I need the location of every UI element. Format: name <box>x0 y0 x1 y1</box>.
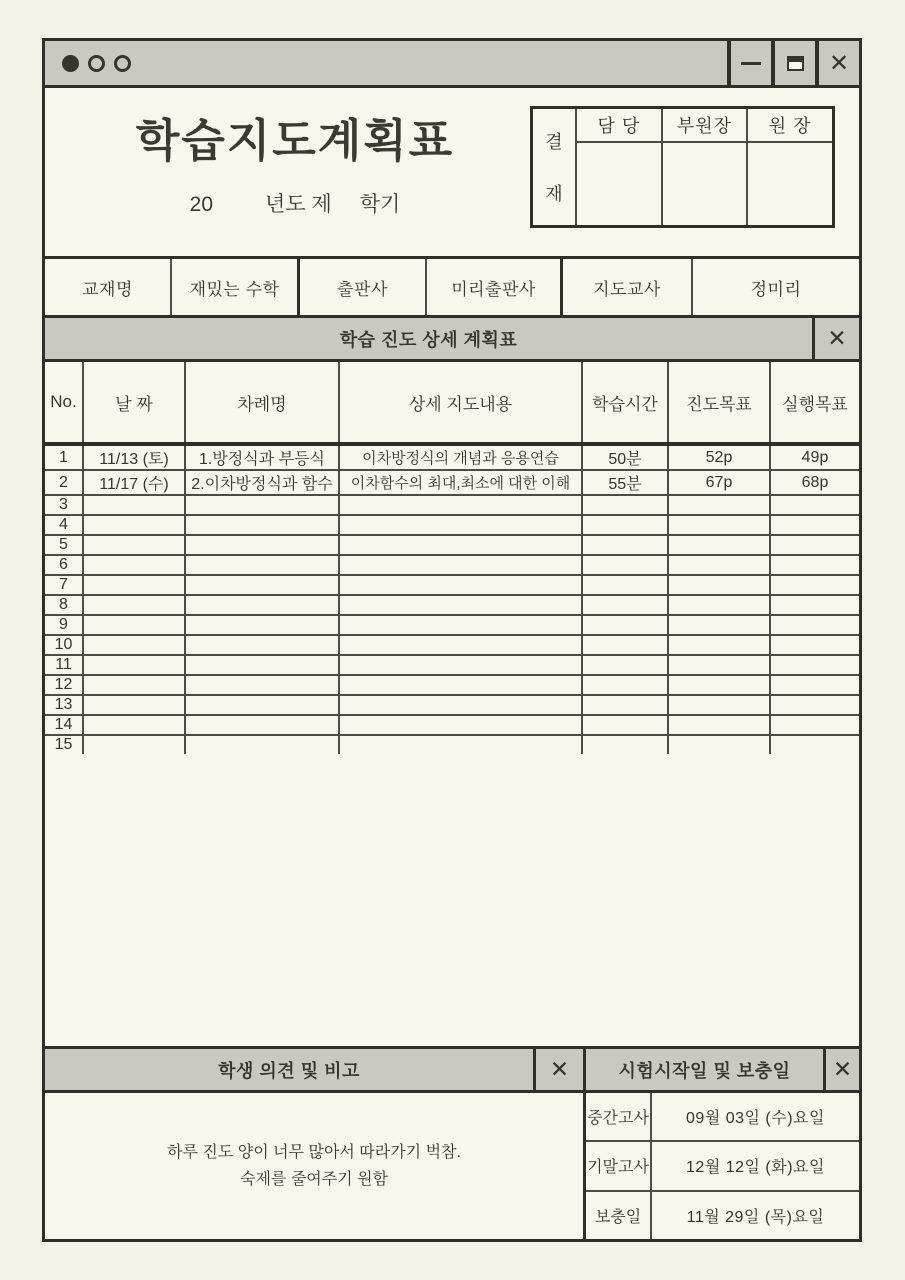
cell-detail <box>340 576 583 594</box>
cell-detail <box>340 716 583 734</box>
cell-actual <box>771 596 859 614</box>
cell-time <box>583 636 669 654</box>
approval-sign-cell[interactable] <box>575 143 661 225</box>
cell-chapter <box>186 576 340 594</box>
cell-no: 13 <box>45 696 84 714</box>
cell-date <box>84 676 186 694</box>
subtitle-year-prefix: 20 <box>189 193 214 216</box>
cell-goal <box>669 656 771 674</box>
cell-no: 12 <box>45 676 84 694</box>
cell-chapter <box>186 716 340 734</box>
feedback-section-title: 학생 의견 및 비고 <box>218 1060 360 1081</box>
table-row <box>45 536 859 556</box>
table-row <box>45 556 859 576</box>
cell-goal <box>669 736 771 754</box>
cell-date <box>84 616 186 634</box>
cell-chapter <box>186 556 340 574</box>
book-value: 재밌는 수학 <box>172 259 300 315</box>
cell-chapter <box>186 696 340 714</box>
minimize-button[interactable] <box>727 41 771 85</box>
cell-goal <box>669 696 771 714</box>
cell-time <box>583 536 669 554</box>
cell-chapter <box>186 616 340 634</box>
table-row <box>45 576 859 596</box>
cell-no: 3 <box>45 496 84 514</box>
cell-chapter <box>186 636 340 654</box>
exam-table <box>586 1093 859 1239</box>
plan-table-header <box>45 362 859 446</box>
cell-goal <box>669 716 771 734</box>
maximize-icon <box>787 56 804 71</box>
feedback-line: 숙제를 줄여주기 원함 <box>240 1171 388 1188</box>
cell-chapter: 1.방정식과 부등식 <box>186 446 340 469</box>
approval-box <box>530 106 835 228</box>
table-row <box>45 446 859 471</box>
close-icon: ✕ <box>832 1056 853 1082</box>
cell-time <box>583 516 669 534</box>
cell-actual <box>771 676 859 694</box>
close-button[interactable] <box>815 41 859 85</box>
cell-chapter <box>186 596 340 614</box>
cell-detail <box>340 516 583 534</box>
cell-time: 50분 <box>583 446 669 469</box>
table-row <box>45 616 859 636</box>
close-icon: ✕ <box>828 49 850 77</box>
cell-goal: 67p <box>669 471 771 494</box>
approval-char-1: 결 <box>545 132 563 152</box>
exam-section-title: 시험시작일 및 보충일 <box>618 1060 791 1081</box>
table-row <box>45 676 859 696</box>
cell-no: 15 <box>45 736 84 754</box>
exam-row-makeup <box>586 1192 859 1239</box>
table-row <box>45 471 859 496</box>
cell-detail <box>340 676 583 694</box>
cell-time <box>583 556 669 574</box>
cell-date <box>84 636 186 654</box>
cell-date <box>84 596 186 614</box>
cell-goal <box>669 536 771 554</box>
cell-no: 9 <box>45 616 84 634</box>
cell-no: 8 <box>45 596 84 614</box>
plan-section-close-button[interactable] <box>812 318 859 359</box>
page-title: 학습지도계획표 <box>135 115 455 166</box>
cell-no: 5 <box>45 536 84 554</box>
cell-actual <box>771 696 859 714</box>
cell-time: 55분 <box>583 471 669 494</box>
circle-outline-icon[interactable] <box>88 55 105 72</box>
cell-actual <box>771 636 859 654</box>
cell-detail <box>340 736 583 754</box>
cell-detail: 이차함수의 최대,최소에 대한 이해 <box>340 471 583 494</box>
exam-section <box>586 1049 859 1239</box>
cell-actual: 49p <box>801 448 829 466</box>
feedback-section-close-button[interactable] <box>533 1049 583 1090</box>
cell-date <box>84 696 186 714</box>
cell-detail <box>340 596 583 614</box>
cell-goal <box>669 676 771 694</box>
cell-chapter <box>186 676 340 694</box>
subtitle-end: 학기 <box>359 193 401 216</box>
cell-date <box>84 556 186 574</box>
cell-time <box>583 676 669 694</box>
cell-goal <box>669 556 771 574</box>
page-subtitle <box>75 188 515 218</box>
cell-date <box>84 736 186 754</box>
cell-actual: 68p <box>801 473 829 491</box>
cell-date <box>84 576 186 594</box>
cell-actual <box>771 496 859 514</box>
exam-label: 기말고사 <box>586 1142 652 1189</box>
cell-chapter <box>186 656 340 674</box>
exam-value: 09월 03일 (수)요일 <box>686 1110 825 1128</box>
cell-no: 10 <box>45 636 84 654</box>
approval-col-damdang: 담 당 <box>575 109 661 143</box>
cell-no: 1 <box>45 446 84 469</box>
cell-actual <box>771 556 859 574</box>
exam-value: 11월 29일 (목)요일 <box>686 1208 825 1226</box>
cell-chapter <box>186 496 340 514</box>
materials-row <box>45 256 859 318</box>
cell-goal <box>669 496 771 514</box>
close-icon: ✕ <box>827 325 847 351</box>
cell-date <box>84 536 186 554</box>
cell-time <box>583 496 669 514</box>
approval-sign-cell[interactable] <box>661 143 747 225</box>
subtitle-mid: 년도 제 <box>265 193 332 216</box>
close-icon: ✕ <box>549 1056 570 1082</box>
plan-section-title: 학습 진도 상세 계획표 <box>339 329 518 350</box>
cell-time <box>583 716 669 734</box>
cell-actual <box>771 616 859 634</box>
publisher-label: 출판사 <box>300 259 427 315</box>
exam-label: 중간고사 <box>586 1093 652 1140</box>
table-row <box>45 496 859 516</box>
cell-goal <box>669 516 771 534</box>
plan-section-bar <box>45 318 859 362</box>
table-row <box>45 516 859 536</box>
cell-date <box>84 716 186 734</box>
traffic-lights <box>62 55 131 72</box>
exam-section-bar <box>586 1049 859 1093</box>
cell-actual <box>771 656 859 674</box>
feedback-section <box>45 1049 586 1239</box>
cell-time <box>583 696 669 714</box>
cell-actual <box>771 536 859 554</box>
cell-no: 7 <box>45 576 84 594</box>
exam-row-final <box>586 1142 859 1191</box>
table-row <box>45 716 859 736</box>
col-header-no: No. <box>45 362 84 442</box>
col-header-chapter: 차례명 <box>186 362 340 442</box>
cell-no: 14 <box>45 716 84 734</box>
maximize-button[interactable] <box>771 41 815 85</box>
teacher-value: 정미리 <box>750 279 802 299</box>
table-row <box>45 636 859 656</box>
cell-actual <box>771 716 859 734</box>
cell-goal <box>669 596 771 614</box>
exam-label: 보충일 <box>586 1192 652 1239</box>
cell-detail <box>340 616 583 634</box>
col-header-actual: 실행목표 <box>782 394 848 414</box>
cell-detail <box>340 496 583 514</box>
feedback-section-bar <box>45 1049 583 1093</box>
cell-time <box>583 596 669 614</box>
feedback-line: 하루 진도 양이 너무 많아서 따라가기 벅참. <box>167 1143 461 1161</box>
cell-detail <box>340 556 583 574</box>
col-header-time: 학습시간 <box>583 362 669 442</box>
cell-date <box>84 516 186 534</box>
table-row <box>45 596 859 616</box>
document-header <box>45 88 859 256</box>
cell-time <box>583 736 669 754</box>
cell-no: 4 <box>45 516 84 534</box>
cell-no: 6 <box>45 556 84 574</box>
cell-no: 2 <box>45 471 84 494</box>
cell-time <box>583 616 669 634</box>
publisher-value: 미리출판사 <box>427 259 563 315</box>
cell-chapter <box>186 516 340 534</box>
book-label: 교재명 <box>45 259 172 315</box>
window-titlebar <box>45 41 859 88</box>
approval-sign-cell[interactable] <box>746 143 832 225</box>
cell-detail <box>340 656 583 674</box>
cell-chapter <box>186 536 340 554</box>
teacher-label: 지도교사 <box>563 259 693 315</box>
col-header-goal: 진도목표 <box>669 362 771 442</box>
exam-row-midterm <box>586 1093 859 1142</box>
table-row <box>45 656 859 676</box>
cell-detail <box>340 696 583 714</box>
approval-col-buwonjang: 부원장 <box>661 109 747 143</box>
cell-date <box>84 496 186 514</box>
circle-outline-icon[interactable] <box>114 55 131 72</box>
cell-date: 11/17 (수) <box>84 471 186 494</box>
exam-section-close-button[interactable] <box>823 1049 859 1090</box>
cell-time <box>583 576 669 594</box>
feedback-body <box>45 1093 583 1239</box>
approval-stamp-label <box>533 109 575 225</box>
cell-detail: 이차방정식의 개념과 응용연습 <box>340 446 583 469</box>
cell-chapter <box>186 736 340 754</box>
minimize-icon <box>741 62 761 65</box>
table-row <box>45 736 859 754</box>
cell-actual <box>771 576 859 594</box>
cell-chapter: 2.이차방정식과 함수 <box>186 471 340 494</box>
table-row <box>45 696 859 716</box>
cell-time <box>583 656 669 674</box>
app-window <box>42 38 862 1242</box>
approval-col-wonjang: 원 장 <box>746 109 832 143</box>
cell-goal <box>669 616 771 634</box>
cell-no: 11 <box>45 656 84 674</box>
cell-goal: 52p <box>669 446 771 469</box>
plan-table <box>45 362 859 1046</box>
cell-goal <box>669 636 771 654</box>
exam-value: 12월 12일 (화)요일 <box>686 1159 825 1177</box>
cell-date: 11/13 (토) <box>84 446 186 469</box>
cell-goal <box>669 576 771 594</box>
cell-detail <box>340 536 583 554</box>
cell-actual <box>771 516 859 534</box>
cell-actual <box>771 736 859 754</box>
circle-filled-icon[interactable] <box>62 55 79 72</box>
col-header-date: 날 짜 <box>84 362 186 442</box>
plan-table-body <box>45 446 859 754</box>
bottom-zone <box>45 1046 859 1239</box>
approval-char-2: 재 <box>545 184 563 204</box>
col-header-detail: 상세 지도내용 <box>340 362 583 442</box>
cell-date <box>84 656 186 674</box>
cell-detail <box>340 636 583 654</box>
